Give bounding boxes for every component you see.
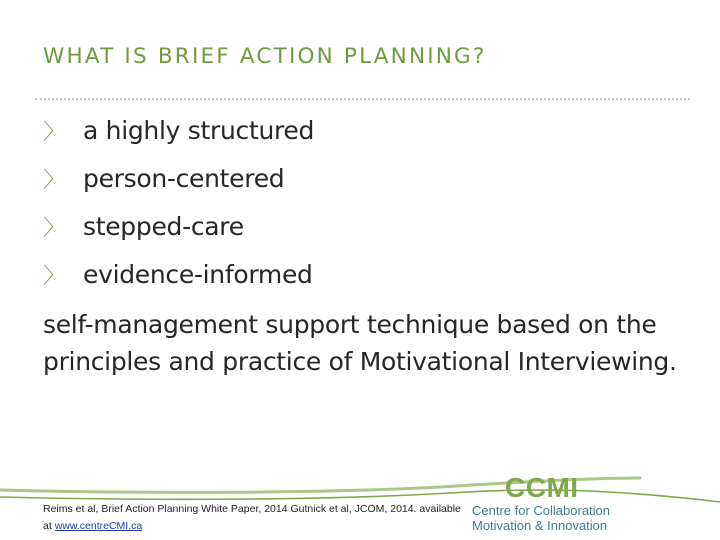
title-divider bbox=[35, 98, 690, 100]
ccmi-logo bbox=[472, 473, 632, 533]
bullet-item bbox=[43, 202, 314, 250]
bullet-text: stepped-care bbox=[83, 211, 244, 241]
bullet-item bbox=[43, 250, 314, 298]
logo-line-1: Centre for Collaboration bbox=[472, 503, 611, 518]
citation-text: Reims et al, Brief Action Planning White Paper, 2014 Gutnick et al, JCOM, 2014. available at bbox=[43, 503, 461, 532]
website-link[interactable]: www.centreCMI.ca bbox=[54, 520, 143, 532]
bullet-item bbox=[43, 106, 314, 154]
footer-citation bbox=[43, 501, 463, 535]
bullet-item bbox=[43, 154, 314, 202]
bullet-text: evidence-informed bbox=[83, 259, 313, 289]
slide-title: WHAT IS BRIEF ACTION PLANNING? bbox=[43, 44, 487, 69]
logo-line-2: Motivation & Innovation bbox=[472, 518, 608, 533]
bullet-text: person-centered bbox=[83, 163, 285, 193]
chevron-right-icon: 〉 bbox=[43, 215, 65, 241]
chevron-right-icon: 〉 bbox=[43, 263, 65, 289]
logo-mark: CCMI bbox=[505, 472, 579, 503]
bullet-list bbox=[43, 106, 314, 298]
chevron-right-icon: 〉 bbox=[43, 119, 65, 145]
bullet-text: a highly structured bbox=[83, 115, 315, 145]
chevron-right-icon: 〉 bbox=[43, 167, 65, 193]
body-paragraph: self-management support technique based on the principles and practice of Motivational Interviewing. bbox=[43, 310, 677, 376]
